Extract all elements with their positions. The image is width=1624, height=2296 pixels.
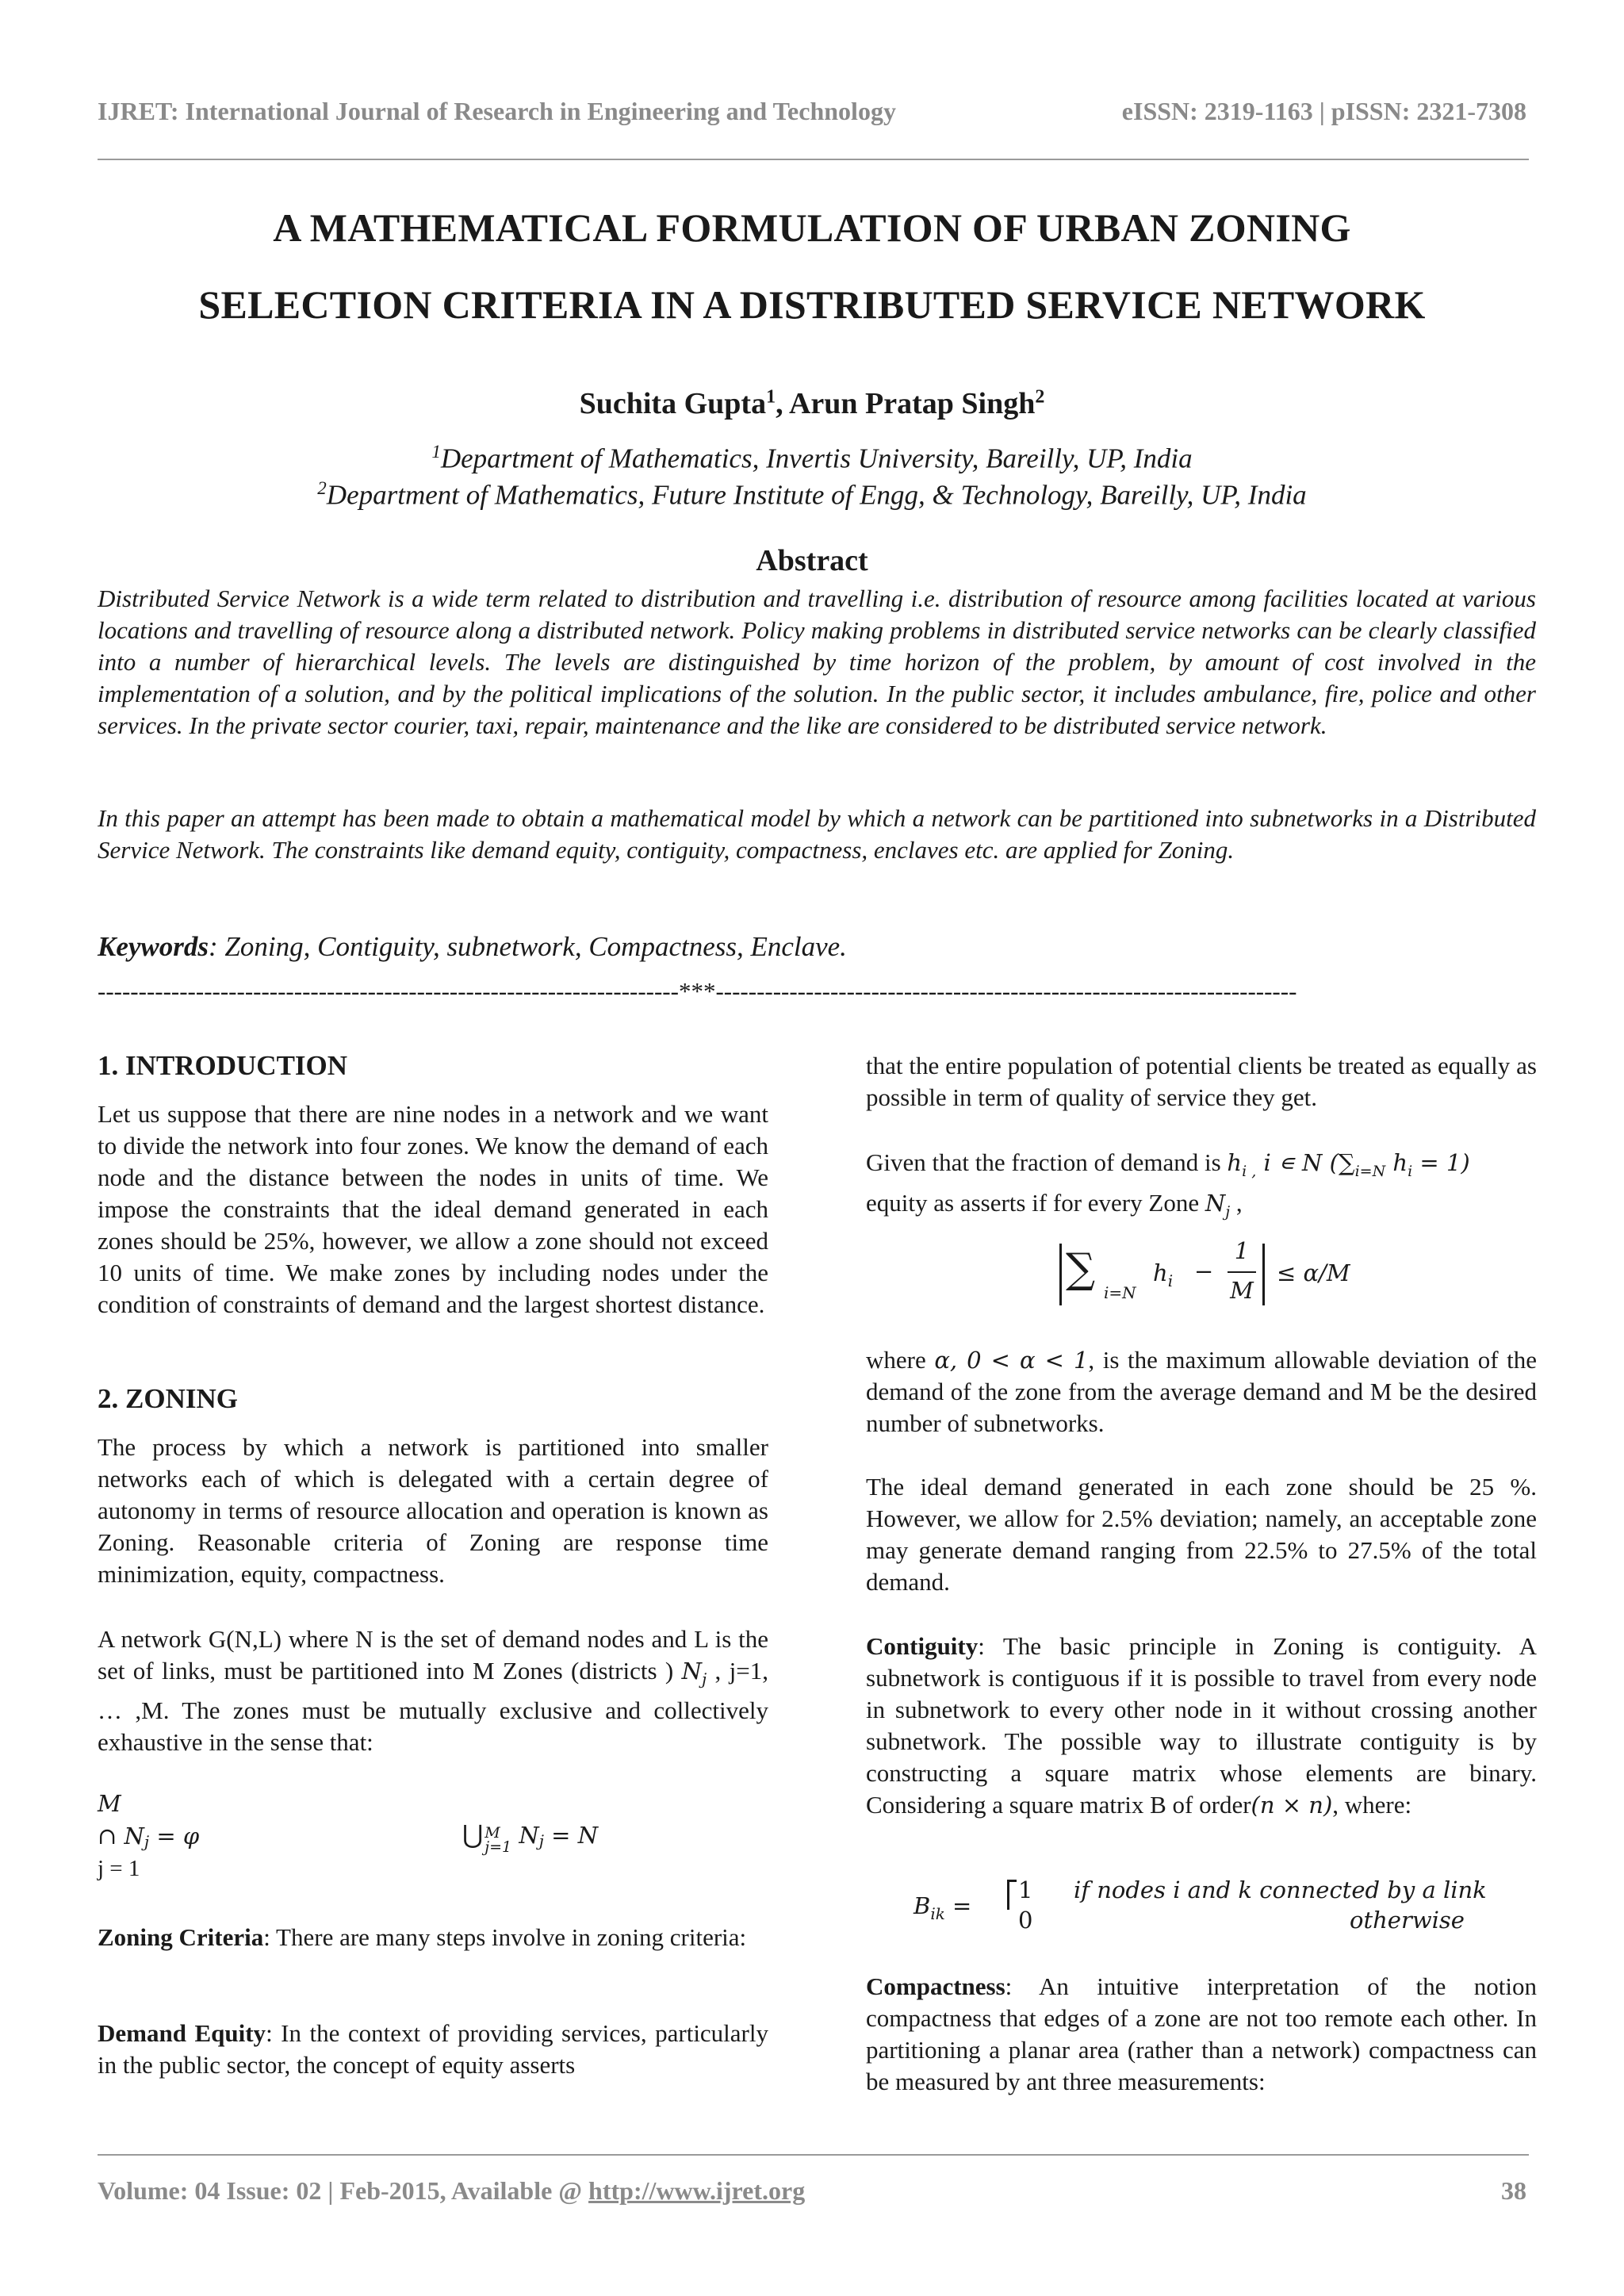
inequality-rhs: ≤ α/M <box>1277 1259 1350 1286</box>
b-ik-lhs: $B_{ik}$ = <box>914 1892 972 1923</box>
zoning-criteria-paragraph: Zoning Criteria: There are many steps involve in zoning criteria: <box>98 1923 747 1951</box>
sum-symbol: ∑ <box>1066 1245 1096 1293</box>
section-separator: -----------------------------------------------------------------------***----------------------------------------------------------------------- <box>98 977 1297 1005</box>
abstract-paragraph-1: Distributed Service Network is a wide term related to distribution and travelling i.e. distribution of resource among facilities located at various locations and travelling of resource along a distributed network. Policy making problems in distributed service networks can be clearly classified into a number of hierarchical levels. The levels are distinguished by time horizon of the problem, by amount of cost involved in the implementation of a solution, and by the political implications of the solution. In the public sector, it includes ambulance, fire, police and other services. In the private sector courier, taxi, repair, maintenance and the like are considered to be distributed service network. <box>98 585 1536 739</box>
minus-sign: − <box>1194 1258 1214 1285</box>
section-2-heading: 2. ZONING <box>98 1383 238 1414</box>
fraction-numerator: 1 <box>1234 1237 1250 1264</box>
abstract-heading: Abstract <box>756 544 868 577</box>
page-number: 38 <box>1501 2176 1526 2205</box>
compactness-paragraph: Compactness: An intuitive interpretation of the notion compactness that edges of a zone are not too remote each other. In partitioning a planar area (rather than a network) compactness can be measured by ant three measurements: <box>866 1972 1537 2095</box>
ideal-demand-paragraph: The ideal demand generated in each zone should be 25 %. However, we allow for 2.5% deviation; namely, an acceptable zone may generate demand ranging from 22.5% to 27.5% of the total demand. <box>866 1473 1537 1596</box>
journal-header: IJRET: International Journal of Research in Engineering and Technology <box>98 97 896 125</box>
authors: Suchita Gupta$^1$, Arun Pratap Singh$^2$ <box>579 386 1045 420</box>
case-1-condition: if nodes i and k connected by a link <box>1074 1876 1487 1903</box>
equity-inequality <box>1059 1237 1503 1324</box>
affiliation-1: $^1$Department of Mathematics, Invertis University, Bareilly, UP, India <box>431 442 1193 474</box>
affiliation-2: $^2$Department of Mathematics, Future Institute of Engg, & Technology, Bareilly, UP, India <box>317 478 1307 511</box>
keywords: Keywords: Zoning, Contiguity, subnetwork, Compactness, Enclave. <box>98 931 847 962</box>
author-1: Suchita Gupta <box>579 387 767 420</box>
zoning-paragraph-1: The process by which a network is partitioned into smaller networks each of which is delegated with a certain degree of autonomy in terms of resource allocation and operation is known as Zoning. Reasonable criteria of Zoning are response time minimization, equity, compactness. <box>98 1433 768 1588</box>
fraction-denominator: M <box>1230 1277 1254 1304</box>
introduction-paragraph: Let us suppose that there are nine nodes in a network and we want to divide the network into four zones. We know the demand of each node and the distance between the nodes in units of time. We impose the constraints that the ideal demand generated in each zones should be 25%, however, we allow a zone should not exceed 10 units of time. We make zones by including nodes under the condition of constraints of demand and the largest shortest distance. <box>98 1100 768 1318</box>
abs-bar-left <box>1059 1244 1062 1305</box>
journal-url-link[interactable]: http://www.ijret.org <box>588 2176 806 2205</box>
intersection-equation: ∩ $N_j = \varphi$ <box>98 1823 200 1852</box>
abs-bar-right <box>1262 1244 1265 1305</box>
contiguity-paragraph: Contiguity: The basic principle in Zoning is contiguity. A subnetwork is contiguous if it is possible to travel from every node in subnetwork to every other node in it without crossing another subnetwork. The possible way to illustrate contiguity is by constructing a square matrix whose elements are binary. Considering a square matrix B of order(n × n), where: <box>866 1632 1537 1819</box>
intersection-lower-limit: j = 1 <box>98 1856 140 1881</box>
fraction-bar <box>1228 1271 1256 1273</box>
cases-bracket <box>1007 1880 1009 1910</box>
footer-rule <box>98 2154 1529 2156</box>
case-2-condition: otherwise <box>1350 1907 1465 1934</box>
paper-title-line-1: A MATHEMATICAL FORMULATION OF URBAN ZONING <box>273 205 1351 250</box>
footer-volume-info: Volume: 04 Issue: 02 | Feb-2015, Available @ http://www.ijret.org <box>98 2176 806 2205</box>
zoning-paragraph-2: A network G(N,L) where N is the set of demand nodes and L is the set of links, must be partitioned into M Zones (districts ) $N_j$ , j=1, … ,M. The zones must be mutually exclusive and collectively exhaustive in the sense that: <box>98 1625 768 1757</box>
author-2: Arun Pratap Singh <box>788 387 1036 420</box>
demand-fraction-paragraph: Given that the fraction of demand is $h_{i ,}$ i ∊ N ($\sum_{i=N}$ $h_i = 1$) equity as asserts if for every Zone $N_j$ , <box>866 1148 1470 1221</box>
intersection-upper-limit: M <box>98 1790 121 1817</box>
equity-continuation-paragraph: that the entire population of potential clients be treated as equally as possible in term of quality of service they get. <box>866 1052 1537 1111</box>
h-term: $h_i$ <box>1153 1259 1174 1290</box>
paper-title-line-2: SELECTION CRITERIA IN A DISTRIBUTED SERVICE NETWORK <box>198 282 1426 327</box>
alpha-paragraph: where α, 0 < α < 1, is the maximum allowable deviation of the demand of the zone from the average demand and M be the desired number of subnetworks. <box>866 1346 1537 1437</box>
header-rule <box>98 159 1529 160</box>
section-1-heading: 1. INTRODUCTION <box>98 1050 348 1081</box>
sum-subscript: i=N <box>1104 1283 1136 1302</box>
case-1-value: 1 <box>1018 1876 1033 1903</box>
case-2-value: 0 <box>1018 1907 1033 1934</box>
abstract-paragraph-2: In this paper an attempt has been made to obtain a mathematical model by which a network can be partitioned into subnetworks in a Distributed Service Network. The constraints like demand equity, contiguity, compactness, enclaves etc. are applied for Zoning. <box>98 804 1536 864</box>
union-equation: ⋃ M j=1 $N_j = N$ <box>462 1819 599 1857</box>
demand-equity-paragraph: Demand Equity: In the context of providing services, particularly in the public sector, the concept of equity asserts <box>98 2019 768 2079</box>
issn-header: eISSN: 2319-1163 | pISSN: 2321-7308 <box>1121 97 1526 125</box>
binary-matrix-definition <box>914 1876 1516 1932</box>
